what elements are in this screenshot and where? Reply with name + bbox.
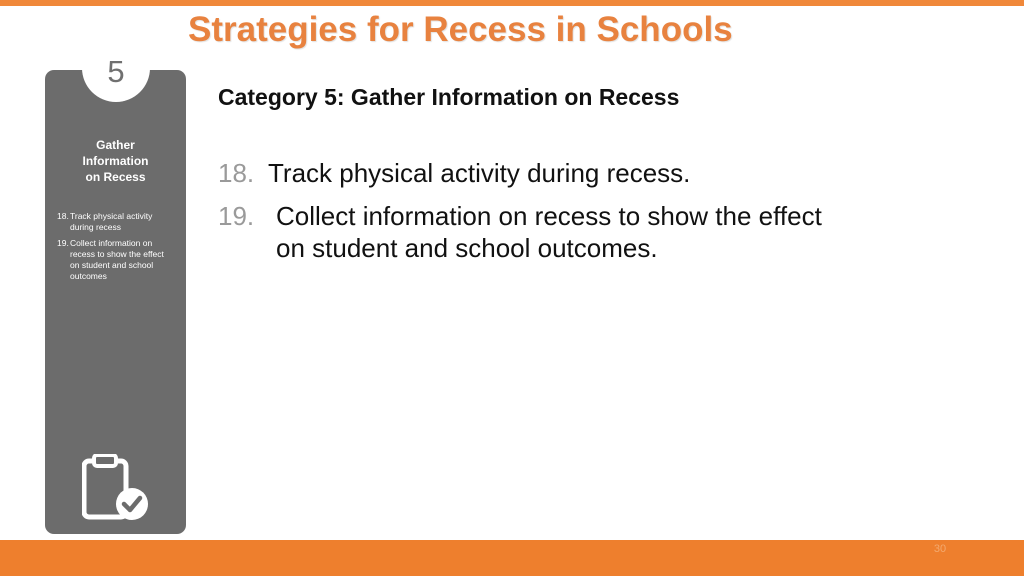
category-subtitle: Category 5: Gather Information on Recess [218, 84, 680, 110]
card-item-line: outcomes [70, 271, 107, 281]
top-accent-bar [0, 0, 1024, 6]
card-heading-line: Information [82, 154, 149, 168]
card-item-line: on student and school [70, 260, 154, 270]
card-list-item [57, 211, 175, 233]
strategy-text-line: on student and school outcomes. [276, 233, 658, 263]
card-heading-line: Gather [96, 138, 135, 152]
category-number: 5 [107, 54, 125, 89]
card-item-line: Collect information on [70, 238, 153, 248]
card-item-line: recess to show the effect [70, 249, 164, 259]
card-heading [45, 137, 186, 185]
strategy-text-line: Collect information on recess to show the effect [276, 201, 822, 231]
strategy-item [218, 157, 690, 189]
card-heading-line: on Recess [85, 170, 146, 184]
strategy-number: 19. [218, 201, 255, 231]
clipboard-check-icon [82, 454, 152, 524]
strategy-number: 18. [218, 158, 255, 188]
slide-title: Strategies for Recess in Schools [188, 10, 733, 49]
card-item-line: Track physical activity [70, 211, 153, 221]
bottom-accent-bar [0, 540, 1024, 576]
card-list-item [57, 238, 175, 282]
strategy-text-line: Track physical activity during recess. [268, 158, 691, 188]
card-item-number: 18. [57, 211, 69, 221]
card-item-number: 19. [57, 238, 69, 248]
card-item-line: during recess [70, 222, 122, 232]
strategy-item [218, 200, 822, 264]
page-number: 30 [933, 543, 947, 555]
